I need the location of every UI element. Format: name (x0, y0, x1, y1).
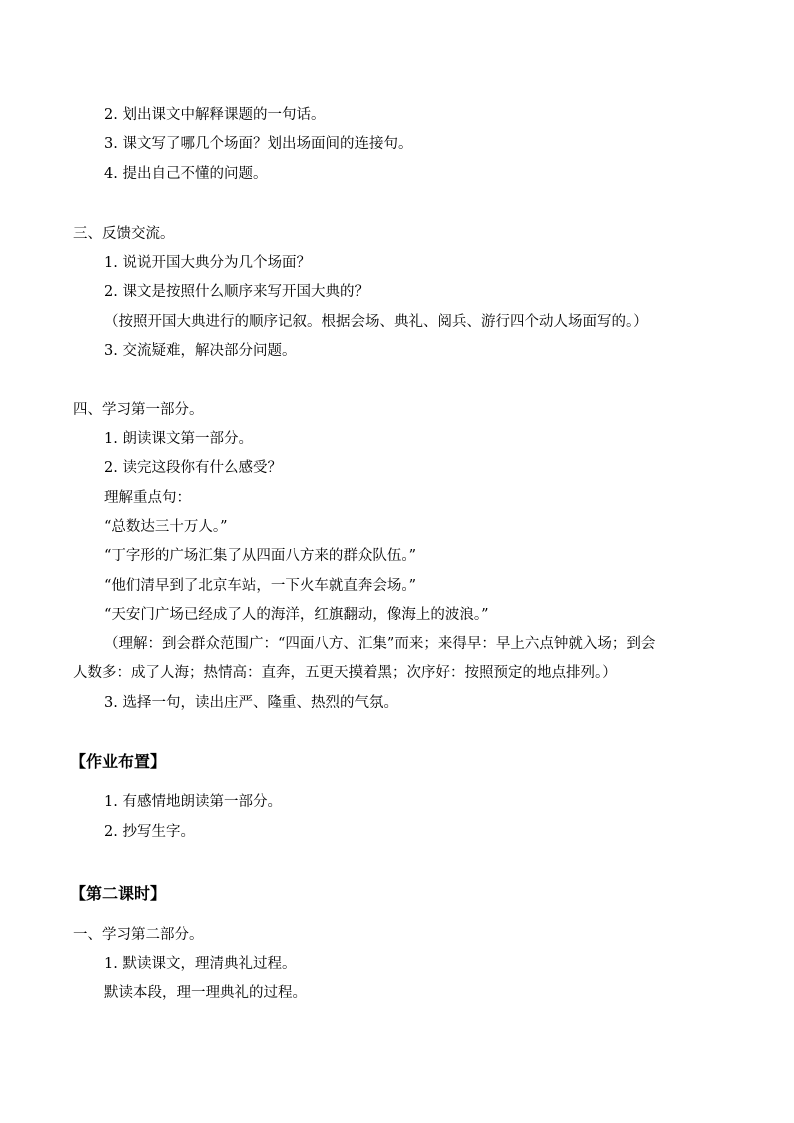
s3-question-3: 3. 交流疑难，解决部分问题。 (104, 343, 297, 359)
item-2: 2. 划出课文中解释课题的一句话。 (104, 107, 326, 123)
quote-2: “丁字形的广场汇集了从四面八方来的群众队伍。” (104, 548, 417, 564)
s4-item-2: 2. 读完这段你有什么感受？ (104, 460, 282, 476)
section-3-title: 三、反馈交流。 (73, 226, 175, 242)
explanation-line-1: （理解：到会群众范围广：“四面八方、汇集”而来；来得早：早上六点钟就入场；到会 (104, 636, 656, 652)
s4-item-1: 1. 朗读课文第一部分。 (104, 431, 253, 447)
quote-3: “他们清早到了北京车站，一下火车就直奔会场。” (104, 578, 417, 594)
lesson-2-section-1: 一、学习第二部分。 (73, 927, 204, 943)
explanation-line-2: 人数多：成了人海；热情高：直奔，五更天摸着黑；次序好：按照预定的地点排列。） (73, 665, 617, 681)
lesson-2-item-1-sub: 默读本段，理一理典礼的过程。 (104, 985, 307, 1001)
s4-key-sentences: 理解重点句： (104, 490, 191, 506)
item-4: 4. 提出自己不懂的问题。 (104, 166, 268, 182)
lesson-2-title: 【第二课时】 (70, 884, 167, 903)
s3-answer-2: （按照开国大典进行的顺序记叙。根据会场、典礼、阅兵、游行四个动人场面写的。） (104, 314, 648, 330)
s4-item-3: 3. 选择一句，读出庄严、隆重、热烈的气氛。 (104, 695, 398, 711)
homework-item-1: 1. 有感情地朗读第一部分。 (104, 794, 282, 810)
quote-1: “总数达三十万人。” (104, 519, 228, 535)
s3-question-1: 1. 说说开国大典分为几个场面？ (104, 255, 311, 271)
quote-4: “天安门广场已经成了人的海洋，红旗翻动，像海上的波浪。” (104, 607, 489, 623)
homework-title: 【作业布置】 (70, 752, 167, 771)
lesson-2-item-1: 1. 默读课文，理清典礼过程。 (104, 956, 297, 972)
item-3: 3. 课文写了哪几个场面？划出场面间的连接句。 (104, 136, 413, 152)
s3-question-2: 2. 课文是按照什么顺序来写开国大典的？ (104, 284, 369, 300)
section-4-title: 四、学习第一部分。 (73, 402, 204, 418)
homework-item-2: 2. 抄写生字。 (104, 824, 195, 840)
